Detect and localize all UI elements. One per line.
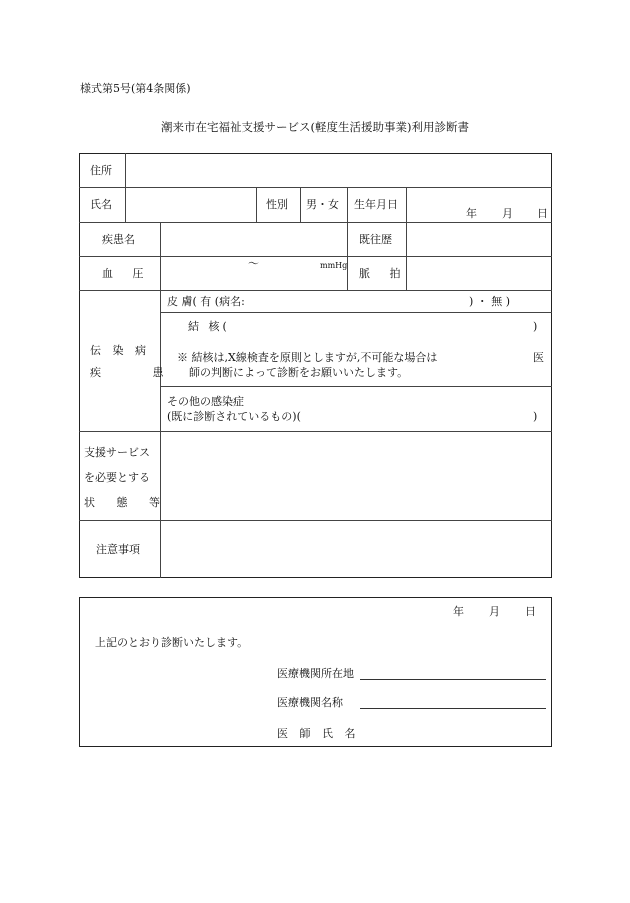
facility-name-label: 医療機関名称 (277, 696, 343, 709)
form-title: 潮来市在宅福祉支援サービス(軽度生活援助事業)利用診断書 (161, 120, 469, 134)
sex-options: 男・女 (306, 198, 339, 211)
address-label: 住所 (90, 164, 112, 177)
disease-label: 疾患名 (102, 233, 135, 246)
note-line-1: ※ 結核は,X線検査を原則としますが,不可能な場合は (177, 351, 438, 364)
birth-day: 日 (537, 207, 548, 220)
facility-address-line (360, 679, 546, 680)
facility-name-line (360, 708, 546, 709)
note-line-1-end: 医 (533, 351, 544, 364)
diagnosis-statement: 上記のとおり診断いたします。 (95, 636, 249, 649)
support-label-2: を必要とする (84, 471, 150, 484)
history-label: 既往歴 (359, 233, 392, 246)
support-label-1: 支援サービス (84, 446, 150, 459)
bp-label: 血 圧 (102, 267, 152, 280)
sex-label: 性別 (266, 198, 288, 211)
skin-close: ) ・ 無 ) (469, 295, 511, 308)
form-number: 様式第5号(第4条関係) (80, 82, 191, 95)
skin-line: 皮 膚( 有 (病名: (167, 295, 245, 308)
sign-day: 日 (525, 605, 536, 618)
doctor-name-label: 医 師 氏 名 (277, 727, 360, 740)
other-close: ) (533, 410, 538, 423)
birth-label: 生年月日 (354, 198, 398, 211)
caution-label: 注意事項 (96, 543, 140, 556)
support-label-3: 状 態 等 (84, 496, 169, 509)
birth-year: 年 (466, 207, 477, 220)
infection-label-2: 疾 患 (90, 366, 188, 379)
birth-month: 月 (502, 207, 513, 220)
tb-close: ) (533, 320, 538, 333)
other-line-2: (既に診断されているもの)( (167, 410, 301, 423)
sign-year: 年 (453, 605, 464, 618)
pulse-label: 脈 拍 (359, 267, 409, 280)
other-line-1: その他の感染症 (167, 395, 244, 408)
sign-month: 月 (489, 605, 500, 618)
facility-address-label: 医療機関所在地 (277, 667, 354, 680)
bp-tilde: 〜 (248, 257, 259, 270)
tb-line: 結 核( (188, 320, 230, 333)
name-label: 氏名 (90, 198, 112, 211)
infection-label-1: 伝 染 病 (90, 344, 150, 357)
bp-unit: mmHg (320, 261, 348, 270)
note-line-2: 師の判断によって診断をお願いいたします。 (189, 366, 409, 379)
